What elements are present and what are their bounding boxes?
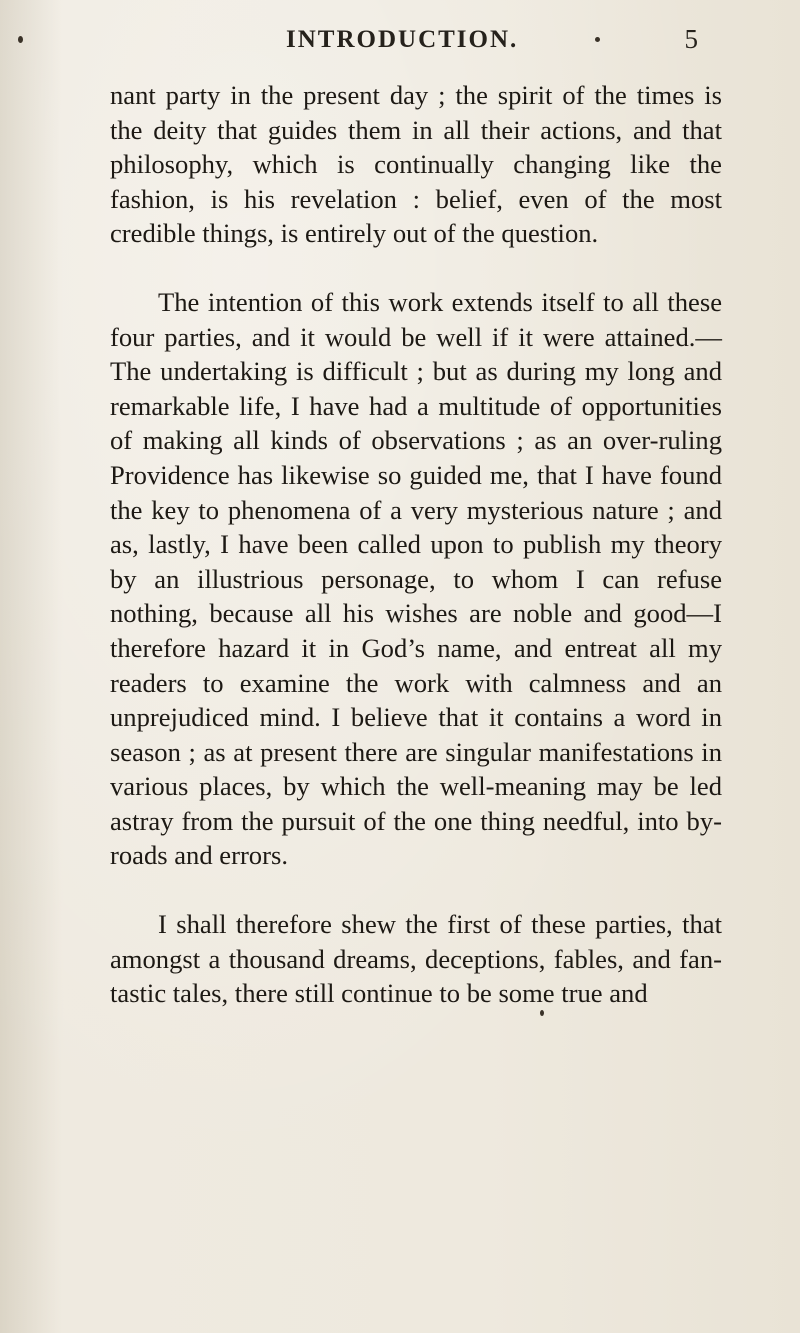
ink-speck [540, 1010, 544, 1016]
page-number: 5 [684, 24, 698, 54]
gutter-shadow [0, 0, 60, 1333]
paragraph-continued: nant party in the present day ; the spirit of the times is the deity that guides them in all their actions, and that philosophy, which is continually changing like the fashion, is his revelation : belief, even of the most credible things, is entirely out of the question. [110, 80, 722, 249]
running-title: INTRODUCTION. [286, 26, 519, 53]
ink-speck [595, 37, 600, 42]
running-head [286, 20, 716, 60]
ink-speck [18, 36, 23, 43]
body-text [110, 78, 722, 1011]
paragraph-intention: The intention of this work extends itself to all these four parties, and it would be well if it were attained.— The undertaking is difficult ; but as during my long and remarkable life, I have had a multitude of opportunities of making all kinds of observations ; as an over-ruling Providence has likewise so guided me, that I have found the key to phenomena of a very mysterious nature ; and as, lastly, I have been called upon to publish my theory by an illustrious personage, to whom I can refuse nothing, because all his wishes are noble and good—I therefore hazard it in God’s name, and entreat all my readers to examine the work with calmness and an unprejudiced mind. I believe that it contains a word in season ; as at present there are singular manifestations in various places, by which the well-meaning may be led astray from the pursuit of the one thing needful, into by-roads and errors. [110, 286, 722, 871]
paragraph-shall-shew: I shall therefore shew the first of these parties, that amongst a thousand dreams, deceptions, fables, and fan- tastic tales, there still continue to be some true and [110, 909, 722, 1009]
